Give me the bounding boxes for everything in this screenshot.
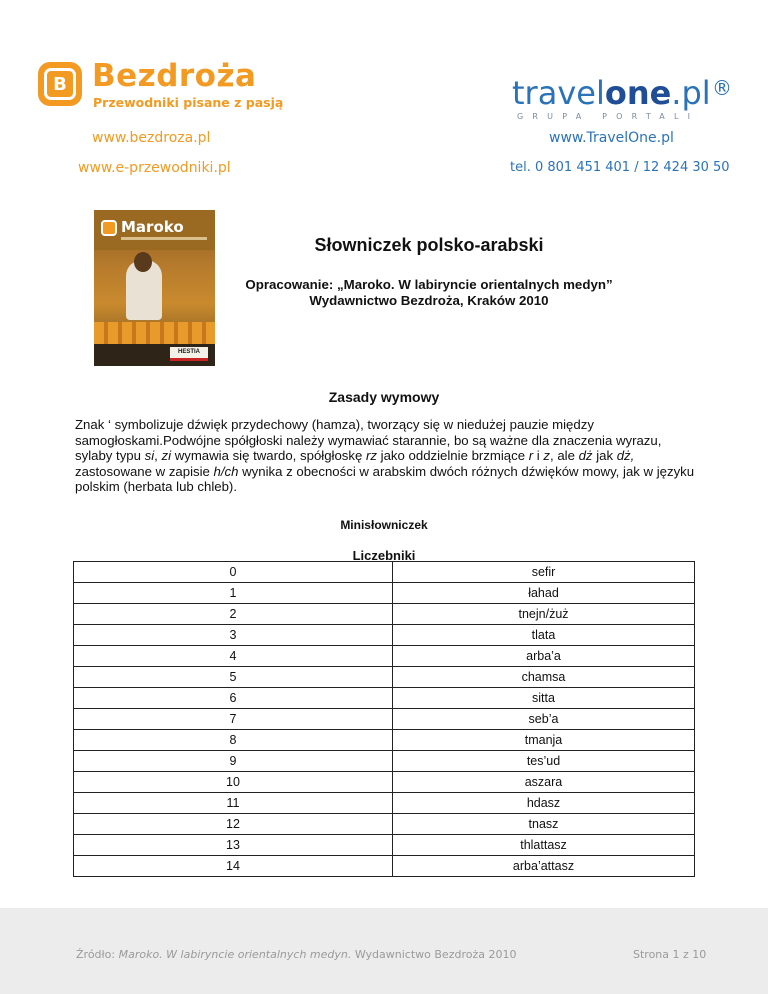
paragraph-run: i bbox=[533, 448, 544, 463]
table-row bbox=[74, 856, 695, 877]
paragraph-run: z bbox=[543, 448, 550, 463]
arabic-word-cell: łahad bbox=[393, 583, 695, 604]
table-row bbox=[74, 709, 695, 730]
travelone-website-link[interactable]: www.TravelOne.pl bbox=[549, 130, 674, 146]
number-cell: 11 bbox=[74, 793, 393, 814]
arabic-word-cell: tes’ud bbox=[393, 751, 695, 772]
table-row bbox=[74, 583, 695, 604]
number-cell: 14 bbox=[74, 856, 393, 877]
number-cell: 6 bbox=[74, 688, 393, 709]
travelone-logo-part-b: one bbox=[604, 74, 672, 112]
number-cell: 7 bbox=[74, 709, 393, 730]
paragraph-run: jak bbox=[592, 448, 617, 463]
paragraph-run: rz bbox=[366, 448, 377, 463]
number-cell: 2 bbox=[74, 604, 393, 625]
bezdroza-logo-mark bbox=[38, 62, 82, 106]
paragraph-run: r bbox=[528, 448, 534, 463]
travelone-subtitle: GRUPA PORTALI bbox=[517, 112, 700, 121]
paragraph-run: wynika z obecności w arabskim dwóch różnych dźwięków mowy, jak w języku polskim (herbata lub chleb). bbox=[75, 463, 695, 494]
table-row bbox=[74, 562, 695, 583]
number-cell: 12 bbox=[74, 814, 393, 835]
arabic-word-cell: chamsa bbox=[393, 667, 695, 688]
cover-title: Maroko bbox=[121, 218, 184, 236]
number-cell: 8 bbox=[74, 730, 393, 751]
table-row bbox=[74, 814, 695, 835]
arabic-word-cell: sefir bbox=[393, 562, 695, 583]
table-row bbox=[74, 835, 695, 856]
number-cell: 0 bbox=[74, 562, 393, 583]
e-przewodniki-link[interactable]: www.e-przewodniki.pl bbox=[78, 160, 231, 176]
arabic-word-cell: tmanja bbox=[393, 730, 695, 751]
numbers-title: Liczebniki bbox=[352, 548, 416, 563]
footer-source bbox=[76, 948, 516, 961]
arabic-word-cell: thlattasz bbox=[393, 835, 695, 856]
travelone-logo-part-c: .pl bbox=[671, 74, 711, 112]
number-cell: 9 bbox=[74, 751, 393, 772]
paragraph-run: , ale bbox=[550, 448, 579, 463]
arabic-word-cell: arba’attasz bbox=[393, 856, 695, 877]
paragraph-run: dż, bbox=[616, 448, 635, 463]
paragraph-run: , bbox=[154, 448, 162, 463]
registered-mark: ® bbox=[712, 76, 732, 100]
number-cell: 3 bbox=[74, 625, 393, 646]
mini-dictionary-title: Minisłowniczek bbox=[340, 518, 428, 532]
arabic-word-cell: tnasz bbox=[393, 814, 695, 835]
number-cell: 5 bbox=[74, 667, 393, 688]
table-row bbox=[74, 646, 695, 667]
footer-source-prefix: Źródło: bbox=[76, 948, 119, 961]
paragraph-run: jako oddzielnie brzmiące bbox=[377, 448, 529, 463]
table-row bbox=[74, 625, 695, 646]
paragraph-run: zi bbox=[161, 448, 172, 463]
number-cell: 13 bbox=[74, 835, 393, 856]
table-row bbox=[74, 730, 695, 751]
table-row bbox=[74, 667, 695, 688]
number-cell: 4 bbox=[74, 646, 393, 667]
footer-source-suffix: Wydawnictwo Bezdroża 2010 bbox=[351, 948, 517, 961]
paragraph-run: zastosowane w zapisie bbox=[75, 463, 214, 479]
arabic-word-cell: hdasz bbox=[393, 793, 695, 814]
document-subtitle-2: Wydawnictwo Bezdroża, Kraków 2010 bbox=[309, 293, 549, 308]
travelone-logo bbox=[512, 74, 711, 112]
arabic-word-cell: tlata bbox=[393, 625, 695, 646]
number-cell: 1 bbox=[74, 583, 393, 604]
paragraph-run: dż bbox=[578, 448, 593, 463]
number-cell: 10 bbox=[74, 772, 393, 793]
table-row bbox=[74, 688, 695, 709]
arabic-word-cell: tnejn/żuż bbox=[393, 604, 695, 625]
table-row bbox=[74, 793, 695, 814]
numbers-table bbox=[73, 561, 695, 877]
cover-logo-icon bbox=[101, 220, 117, 236]
paragraph-run: si bbox=[144, 448, 155, 463]
cover-publisher-badge: HESTIA bbox=[170, 347, 208, 361]
table-row bbox=[74, 772, 695, 793]
table-row bbox=[74, 604, 695, 625]
bezdroza-website-link[interactable]: www.bezdroza.pl bbox=[92, 130, 211, 146]
travelone-logo-part-a: travel bbox=[512, 74, 605, 112]
section-title: Zasady wymowy bbox=[328, 389, 440, 405]
paragraph-run: Znak ‘ symbolizuje dźwięk przydechowy (hamza), tworzący się w niedużej pauzie między samogłoskami.Podwójne spółgłoski należy wymawiać starannie, bo są ważne dla znaczenia wyrazu, sylaby typu bbox=[75, 417, 662, 463]
paragraph-run: h/ch bbox=[213, 463, 239, 479]
arabic-word-cell: arba’a bbox=[393, 646, 695, 667]
footer-source-title: Maroko. W labiryncie orientalnych medyn. bbox=[118, 948, 352, 961]
document-title: Słowniczek polsko-arabski bbox=[314, 235, 544, 255]
arabic-word-cell: seb’a bbox=[393, 709, 695, 730]
bezdroza-logo-letter: B bbox=[44, 68, 76, 100]
page-number: Strona 1 z 10 bbox=[633, 948, 707, 961]
pronunciation-paragraph bbox=[75, 417, 695, 495]
arabic-word-cell: aszara bbox=[393, 772, 695, 793]
document-subtitle-1: Opracowanie: „Maroko. W labiryncie orientalnych medyn” bbox=[245, 277, 613, 292]
travelone-phone: tel. 0 801 451 401 / 12 424 30 50 bbox=[510, 160, 730, 175]
bezdroza-tagline: Przewodniki pisane z pasją bbox=[93, 95, 284, 110]
paragraph-run: wymawia się twardo, spółgłoskę bbox=[171, 448, 366, 463]
table-row bbox=[74, 751, 695, 772]
arabic-word-cell: sitta bbox=[393, 688, 695, 709]
bezdroza-logo-name: Bezdroża bbox=[92, 58, 257, 94]
